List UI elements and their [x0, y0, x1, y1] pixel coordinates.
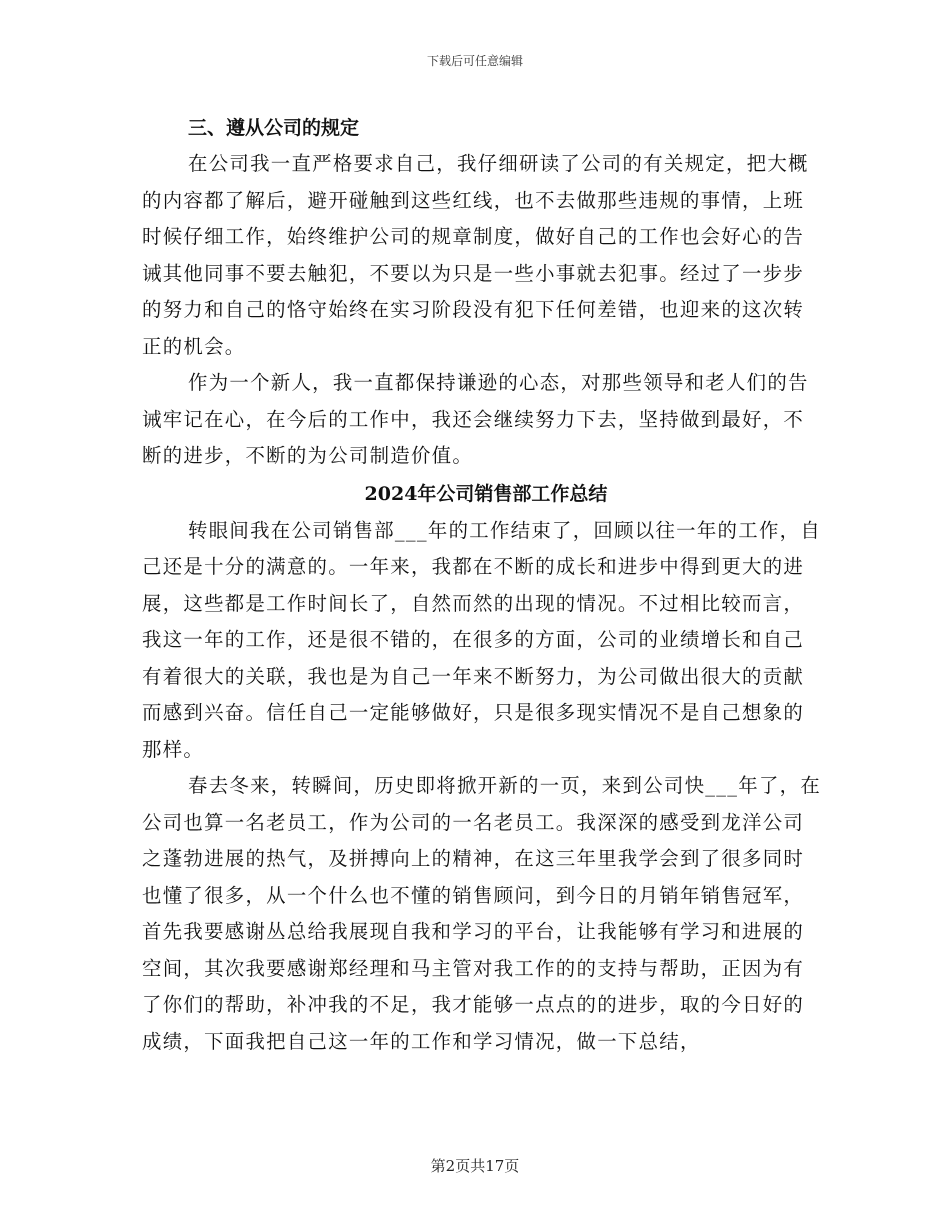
paragraph: 转眼间我在公司销售部___年的工作结束了，回顾以往一年的工作，自己还是十分的满意的。一年来，我都在不断的成长和进步中得到更大的进展，这些都是工作时间长了，自然而然的出现的情况。不过相比较而言，我这一年的工作，还是很不错的，在很多的方面，公司的业绩增长和自己有着很大的关联，我也是为自己一年来不断努力，为公司做出很大的贡献而感到兴奋。信任自己一定能够做好，只是很多现实情况不是自己想象的那样。: [142, 518, 822, 761]
page-header-note: 下载后可任意编辑: [426, 54, 523, 68]
article-title: 2024年公司销售部工作总结: [364, 482, 608, 505]
section-heading: 三、遵从公司的规定: [188, 117, 360, 139]
paragraph: 在公司我一直严格要求自己，我仔细研读了公司的有关规定，把大概的内容都了解后，避开碰触到这些红线，也不去做那些违规的事情，上班时候仔细工作，始终维护公司的规章制度，做好自己的工作也会好心的告诫其他同事不要去触犯，不要以为只是一些小事就去犯事。经过了一步步的努力和自己的恪守始终在实习阶段没有犯下任何差错，也迎来的这次转正的机会。: [142, 152, 809, 358]
page-number: 第2页共17页: [430, 1157, 520, 1175]
paragraph: 作为一个新人，我一直都保持谦逊的心态，对那些领导和老人们的告诫牢记在心，在今后的工作中，我还会继续努力下去，坚持做到最好，不断的进步，不断的为公司制造价值。: [142, 371, 809, 467]
document-body: [142, 110, 822, 1060]
paragraph: 春去冬来，转瞬间，历史即将掀开新的一页，来到公司快___年了，在公司也算一名老员工，作为公司的一名老员工。我深深的感受到龙洋公司之蓬勃进展的热气，及拼搏向上的精神，在这三年里我学会到了很多同时也懂了很多，从一个什么也不懂的销售顾问，到今日的月销年销售冠军，首先我要感谢丛总给我展现自我和学习的平台，让我能够有学习和进展的空间，其次我要感谢郑经理和马主管对我工作的的支持与帮助，正因为有了你们的帮助，补冲我的不足，我才能够一点点的的进步，取的今日好的成绩，下面我把自己这一年的工作和学习情况，做一下总结，: [142, 774, 822, 1053]
